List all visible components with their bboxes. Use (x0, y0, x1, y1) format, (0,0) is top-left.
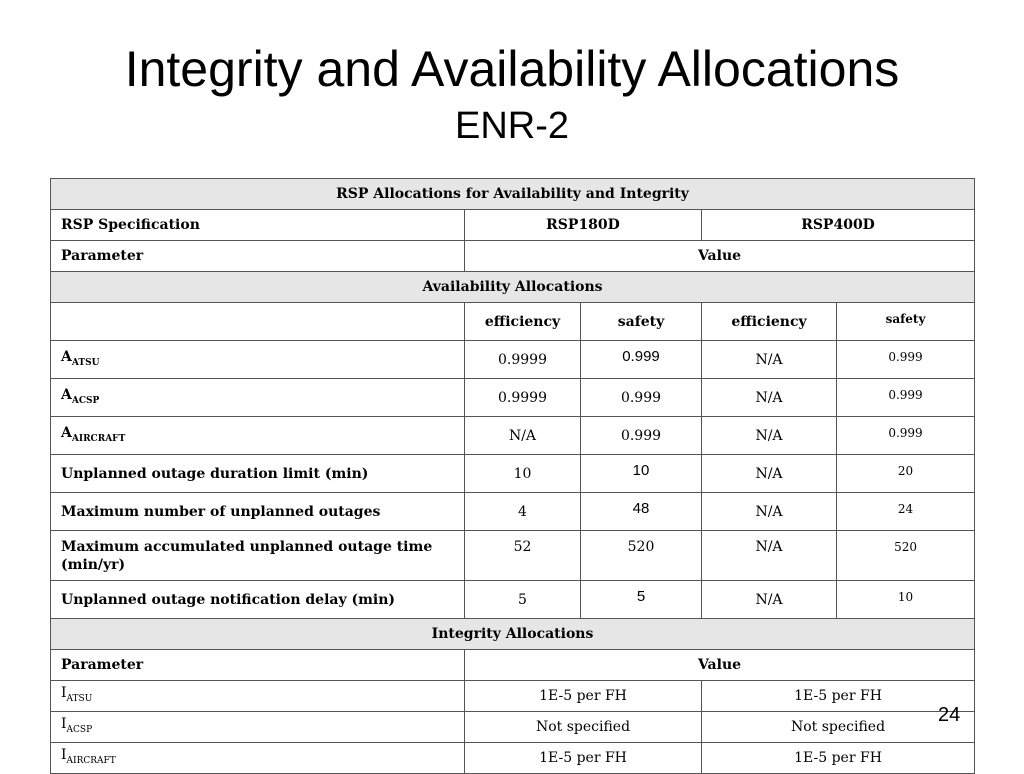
table-row (51, 531, 975, 581)
table-row (51, 455, 975, 493)
cell-value: N/A (702, 417, 837, 455)
col-safety-180: safety (581, 303, 702, 341)
cell-value: N/A (702, 531, 837, 581)
cell-value: 48 (581, 493, 702, 531)
cell-value: N/A (702, 379, 837, 417)
table-caption: RSP Allocations for Availability and Integrity (51, 179, 975, 210)
cell-value: Not specified (465, 712, 702, 743)
row-label: Unplanned outage duration limit (min) (51, 455, 465, 493)
cell-value: 0.9999 (465, 379, 581, 417)
row-label: Maximum accumulated unplanned outage time (min/yr) (51, 531, 465, 581)
row-label: $I_{AIRCRAFT}$ (51, 743, 465, 774)
table-row (51, 493, 975, 531)
integrity-heading: Integrity Allocations (51, 619, 975, 650)
empty-cell (51, 303, 465, 341)
value-label: Value (465, 241, 975, 272)
slide-title: Integrity and Availability Allocations (124, 41, 900, 97)
row-label: $A_{ACSP}$ (51, 379, 465, 417)
cell-value: 0.9999 (465, 341, 581, 379)
cell-value: 10 (465, 455, 581, 493)
cell-value: 10 (837, 581, 975, 619)
row-label: $A_{AIRCRAFT}$ (51, 417, 465, 455)
integrity-heading-row (51, 619, 975, 650)
col-efficiency-180: efficiency (465, 303, 581, 341)
cell-value: 24 (837, 493, 975, 531)
cell-value: 0.999 (581, 341, 702, 379)
parameter-label: Parameter (51, 241, 465, 272)
availability-column-row (51, 303, 975, 341)
cell-value: 0.999 (837, 379, 975, 417)
col-efficiency-400: efficiency (702, 303, 837, 341)
cell-value: 520 (837, 531, 975, 581)
row-label: Unplanned outage notification delay (min) (51, 581, 465, 619)
row-label: Maximum number of unplanned outages (51, 493, 465, 531)
availability-heading: Availability Allocations (51, 272, 975, 303)
cell-value: 0.999 (581, 379, 702, 417)
cell-value: N/A (702, 455, 837, 493)
row-label: $I_{ATSU}$ (51, 681, 465, 712)
row-label: $I_{ACSP}$ (51, 712, 465, 743)
slide-subtitle: ENR-2 (454, 105, 570, 147)
cell-value: N/A (702, 493, 837, 531)
parameter-label: Parameter (51, 650, 465, 681)
col-safety-400: safety (837, 303, 975, 341)
table-row (51, 341, 975, 379)
table-row (51, 417, 975, 455)
page-number: 24 (938, 704, 961, 726)
table-row (51, 712, 975, 743)
table-row (51, 379, 975, 417)
cell-value: 1E-5 per FH (465, 743, 702, 774)
cell-value: 4 (465, 493, 581, 531)
cell-value: 0.999 (837, 341, 975, 379)
cell-value: Not specified (702, 712, 975, 743)
cell-value: 10 (581, 455, 702, 493)
value-label: Value (465, 650, 975, 681)
cell-value: 5 (465, 581, 581, 619)
cell-value: 0.999 (837, 417, 975, 455)
cell-value: 0.999 (581, 417, 702, 455)
param-value-row (51, 241, 975, 272)
cell-value: N/A (702, 341, 837, 379)
cell-value: N/A (465, 417, 581, 455)
integrity-param-value-row (51, 650, 975, 681)
table-row (51, 743, 975, 774)
cell-value: 1E-5 per FH (702, 743, 975, 774)
availability-heading-row (51, 272, 975, 303)
table-row (51, 581, 975, 619)
cell-value: 5 (581, 581, 702, 619)
spec-rsp180d: RSP180D (465, 210, 702, 241)
cell-value: N/A (702, 581, 837, 619)
cell-value: 52 (465, 531, 581, 581)
spec-label: RSP Specification (51, 210, 465, 241)
cell-value: 1E-5 per FH (702, 681, 975, 712)
cell-value: 20 (837, 455, 975, 493)
rsp-allocation-table (50, 178, 975, 774)
spec-row (51, 210, 975, 241)
cell-value: 520 (581, 531, 702, 581)
table-row (51, 681, 975, 712)
table-caption-row (51, 179, 975, 210)
spec-rsp400d: RSP400D (702, 210, 975, 241)
cell-value: 1E-5 per FH (465, 681, 702, 712)
row-label: $A_{ATSU}$ (51, 341, 465, 379)
